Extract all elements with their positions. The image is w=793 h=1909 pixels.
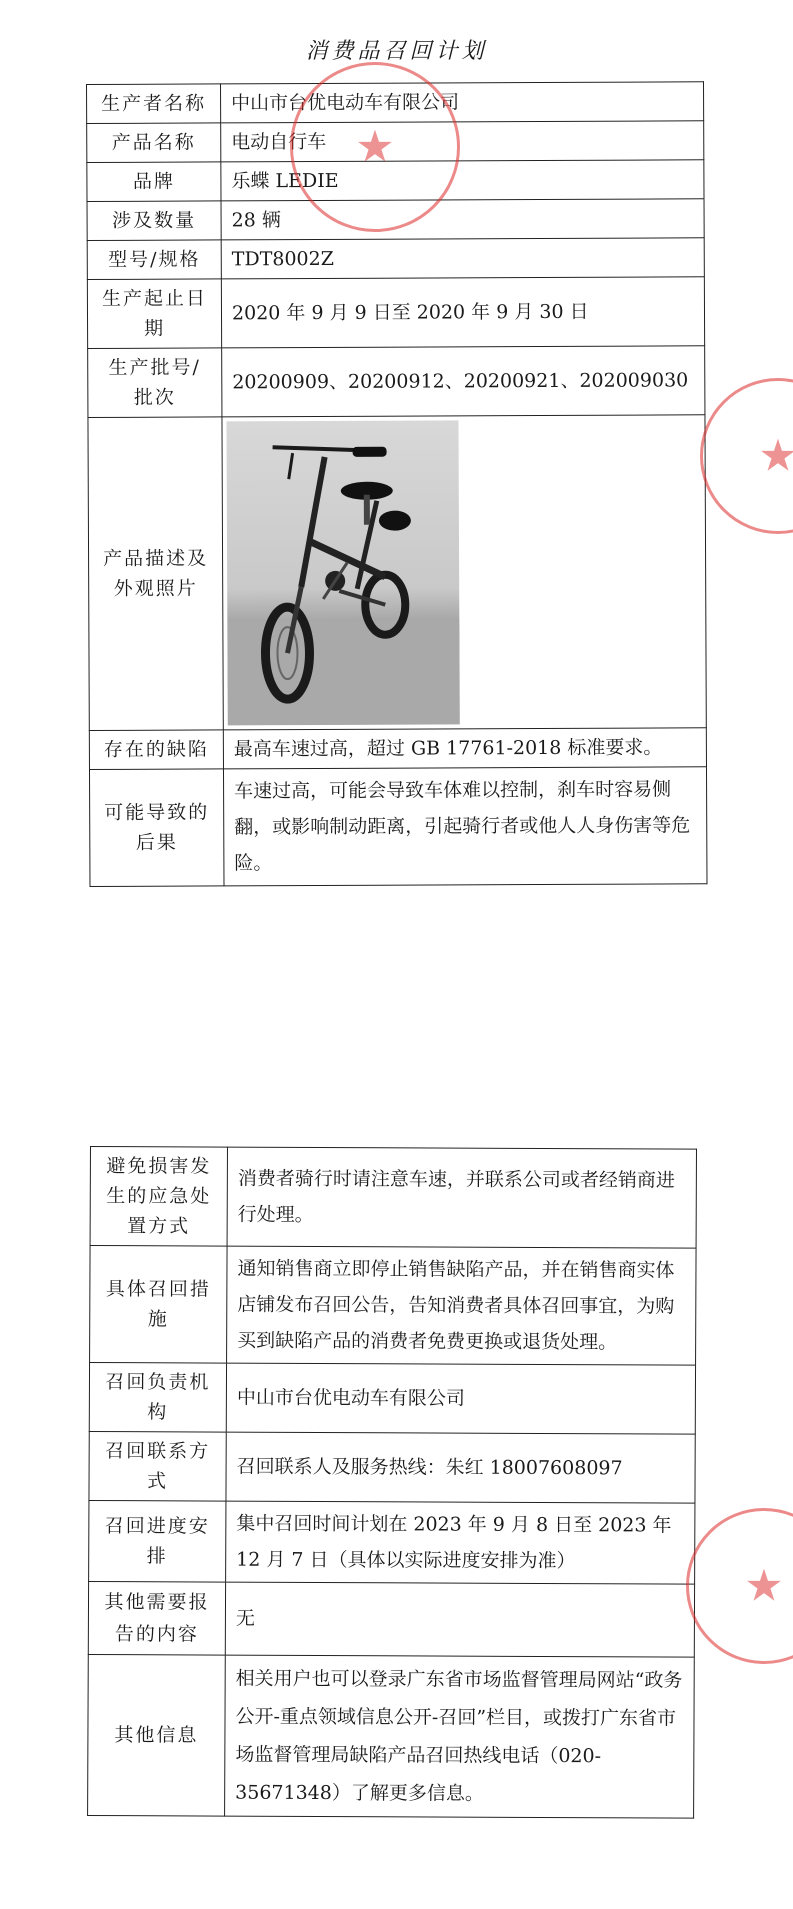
row-value: 集中召回时间计划在 2023 年 9 月 8 日至 2023 年 12 月 7 日（具体以实际进度安排为准） bbox=[226, 1501, 695, 1584]
table-row bbox=[87, 277, 704, 349]
row-label: 品牌 bbox=[87, 162, 221, 202]
product-info-table bbox=[86, 81, 707, 887]
bicycle-photo-icon bbox=[226, 420, 459, 725]
page-title: 消费品召回计划 bbox=[305, 39, 488, 64]
table-row bbox=[87, 121, 704, 163]
row-label: 召回负责机构 bbox=[89, 1363, 226, 1433]
row-label: 生产起止日期 bbox=[87, 279, 221, 349]
company-seal-icon bbox=[700, 378, 793, 534]
table-row bbox=[89, 767, 707, 887]
table-row bbox=[88, 415, 706, 731]
row-label: 召回联系方式 bbox=[89, 1431, 226, 1501]
row-label: 具体召回措施 bbox=[90, 1246, 228, 1364]
row-value: 召回联系人及服务热线：朱红 18007608097 bbox=[226, 1432, 695, 1503]
row-label: 产品名称 bbox=[87, 123, 221, 163]
recall-measures-table bbox=[87, 1146, 697, 1819]
row-value: 消费者骑行时请注意车速，并联系公司或者经销商进行处理。 bbox=[227, 1147, 696, 1248]
table-row bbox=[89, 1431, 695, 1503]
company-seal-icon bbox=[686, 1508, 793, 1664]
table-row bbox=[88, 346, 705, 418]
photo-label: 产品描述及外观照片 bbox=[88, 417, 223, 731]
row-label: 生产批号/批次 bbox=[88, 348, 222, 418]
table-row bbox=[89, 1363, 695, 1435]
row-value: TDT8002Z bbox=[221, 238, 704, 279]
consequence-value: 车速过高，可能会导致车体难以控制，刹车时容易侧翻，或影响制动距离，引起骑行者或他人人身伤害等危险。 bbox=[223, 767, 707, 886]
row-label: 其他信息 bbox=[88, 1654, 226, 1816]
table-row bbox=[87, 199, 704, 241]
row-value: 2020 年 9 月 9 日至 2020 年 9 月 30 日 bbox=[221, 277, 704, 348]
table-row bbox=[89, 728, 706, 770]
table-row bbox=[88, 1654, 695, 1818]
bicycle-drawing bbox=[226, 420, 459, 725]
table-row bbox=[89, 1500, 695, 1584]
row-value: 电动自行车 bbox=[221, 121, 704, 162]
row-label: 避免损害发生的应急处置方式 bbox=[90, 1147, 227, 1247]
row-value: 相关用户也可以登录广东省市场监督管理局网站“政务公开-重点领域信息公开-召回”栏目，或拨打广东省市场监督管理局缺陷产品召回热线电话（020-35671348）了解更多信息。 bbox=[225, 1655, 695, 1818]
consequence-label: 可能导致的后果 bbox=[89, 769, 224, 887]
row-value: 28 辆 bbox=[221, 199, 704, 240]
defect-value: 最高车速过高，超过 GB 17761-2018 标准要求。 bbox=[223, 728, 706, 769]
table-row bbox=[88, 1581, 694, 1657]
row-value: 20200909、20200912、20200921、202009030 bbox=[222, 346, 705, 417]
table-row bbox=[87, 82, 704, 124]
table-row bbox=[87, 238, 704, 280]
row-label: 其他需要报告的内容 bbox=[88, 1581, 225, 1655]
row-value: 中山市台优电动车有限公司 bbox=[226, 1363, 695, 1434]
row-label: 型号/规格 bbox=[87, 240, 221, 280]
row-value: 无 bbox=[225, 1582, 694, 1657]
table-row bbox=[90, 1246, 697, 1366]
table-row bbox=[90, 1147, 696, 1249]
defect-label: 存在的缺陷 bbox=[89, 730, 223, 770]
row-value: 通知销售商立即停止销售缺陷产品，并在销售商实体店铺发布召回公告，告知消费者具体召回事宜，为购买到缺陷产品的消费者免费更换或退货处理。 bbox=[227, 1246, 697, 1365]
row-value: 中山市台优电动车有限公司 bbox=[221, 82, 704, 123]
table-row bbox=[87, 160, 704, 202]
row-label: 生产者名称 bbox=[87, 84, 221, 124]
row-value: 乐蝶 LEDIE bbox=[221, 160, 704, 201]
row-label: 召回进度安排 bbox=[89, 1500, 226, 1582]
row-label: 涉及数量 bbox=[87, 201, 221, 241]
